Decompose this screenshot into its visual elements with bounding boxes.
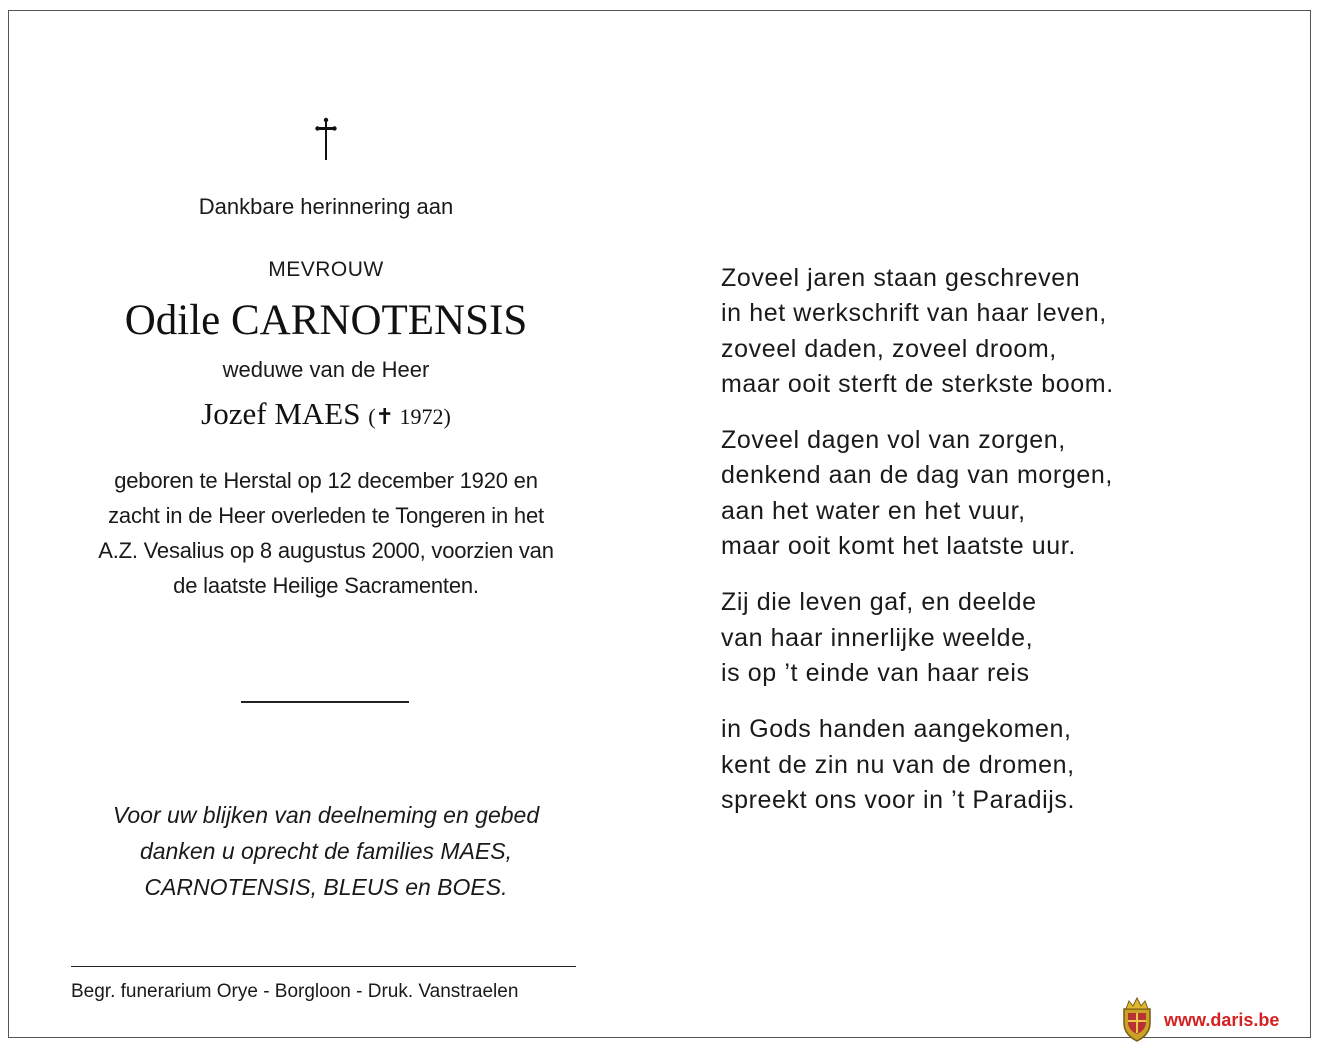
poem: [721, 261, 1281, 839]
poem-line: Zoveel jaren staan geschreven: [721, 264, 1081, 292]
cross-icon: [314, 116, 338, 162]
intro-text: Dankbare herinnering aan: [198, 194, 454, 219]
poem-stanza: [721, 261, 1281, 402]
husband-line: [71, 396, 581, 432]
bio-line: zacht in de Heer overleden te Tongeren in het: [108, 503, 544, 528]
bio-line: A.Z. Vesalius op 8 augustus 2000, voorzien van: [98, 538, 554, 563]
biography: [71, 463, 581, 603]
poem-line: is op ’t einde van haar reis: [721, 658, 1030, 687]
thanks-message: [71, 797, 581, 905]
deceased-name: Odile CARNOTENSIS: [124, 297, 528, 344]
poem-line: maar ooit sterft de sterkste boom.: [721, 369, 1114, 398]
thanks-line: Voor uw blijken van deelneming en gebed: [112, 802, 540, 828]
bio-line: geboren te Herstal op 12 december 1920 en: [114, 468, 538, 493]
poem-line: denkend aan de dag van morgen,: [721, 461, 1113, 490]
poem-line: maar ooit komt het laatste uur.: [721, 532, 1076, 561]
crest-icon: [1118, 995, 1156, 1043]
poem-line: aan het water en het vuur,: [721, 496, 1026, 525]
poem-line: Zoveel dagen vol van zorgen,: [721, 426, 1066, 455]
husband-death-year: (✝ 1972): [368, 404, 451, 429]
widow-of-text: weduwe van de Heer: [222, 357, 430, 382]
thanks-line: CARNOTENSIS, BLEUS en BOES.: [144, 874, 508, 900]
poem-line: in Gods handen aangekomen,: [721, 715, 1072, 744]
footer-divider: [71, 966, 576, 967]
poem-line: kent de zin nu van de dromen,: [721, 750, 1075, 779]
poem-line: in het werkschrift van haar leven,: [721, 299, 1107, 328]
bio-line: de laatste Heilige Sacramenten.: [173, 573, 479, 598]
site-watermark[interactable]: [1118, 995, 1298, 1045]
poem-line: spreekt ons voor in ’t Paradijs.: [721, 785, 1076, 814]
husband-name: Jozef MAES: [201, 396, 361, 431]
poem-line: zoveel daden, zoveel droom,: [721, 334, 1057, 363]
memorial-card: [8, 10, 1311, 1038]
poem-line: Zij die leven gaf, en deelde: [721, 588, 1037, 617]
salutation: MEVROUW: [268, 258, 384, 281]
poem-stanza: [721, 712, 1281, 818]
printer-credit: Begr. funerarium Orye - Borgloon - Druk. Vanstraelen: [71, 981, 519, 1002]
poem-stanza: [721, 423, 1281, 564]
short-divider: [241, 701, 409, 703]
poem-line: van haar innerlijke weelde,: [721, 623, 1034, 652]
card-left-panel: [71, 11, 581, 1037]
site-url[interactable]: www.daris.be: [1164, 1010, 1280, 1030]
thanks-line: danken u oprecht de families MAES,: [139, 838, 513, 864]
poem-stanza: [721, 585, 1281, 691]
